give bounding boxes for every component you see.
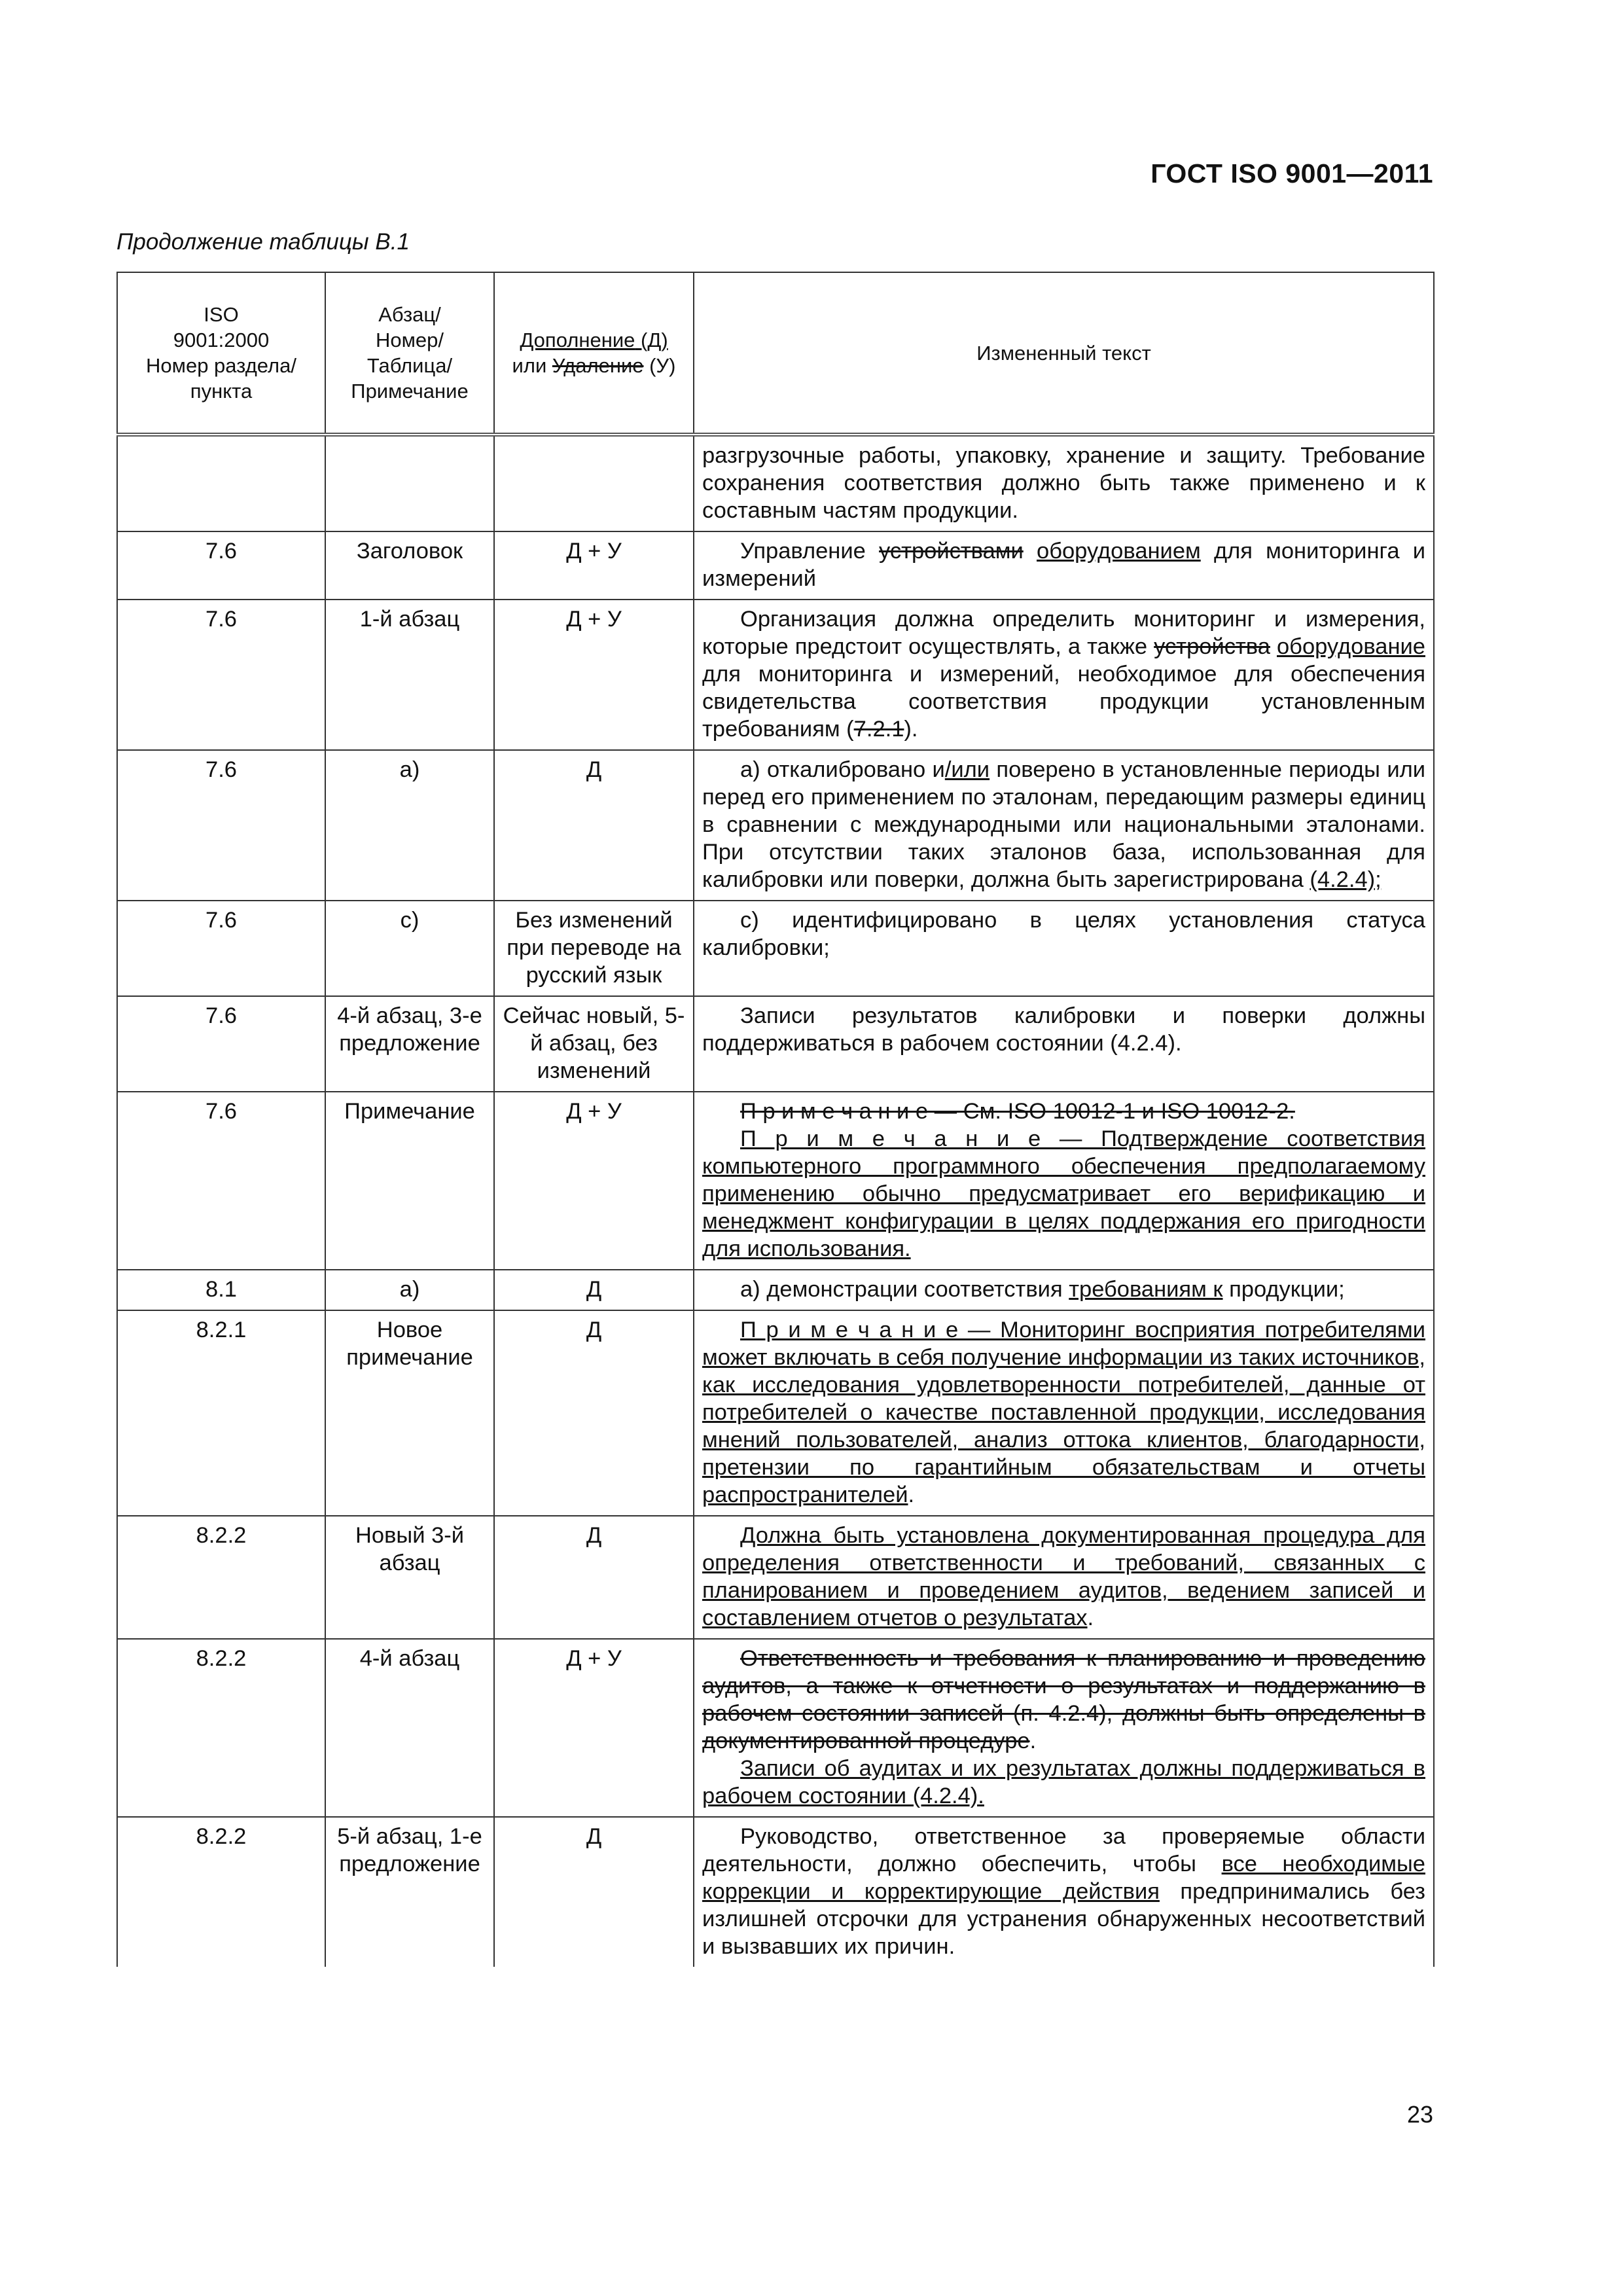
text-segment: для мониторинга и измерений <box>702 539 1426 591</box>
table-row <box>117 600 1434 750</box>
paragraph-cell: Новый 3-й абзац <box>325 1516 494 1639</box>
paragraph-cell: Новое примечание <box>325 1310 494 1516</box>
header-row <box>117 272 1434 435</box>
inserted-text: оборудованием <box>1037 539 1201 564</box>
changed-text-paragraph <box>702 906 1425 961</box>
section-number-cell: 8.1 <box>117 1270 325 1310</box>
change-type-cell: Д <box>494 1516 694 1639</box>
change-type-cell: Сейчас новый, 5-й абзац, без изменений <box>494 996 694 1092</box>
inserted-text: П р и м е ч а н и е — Подтверждение соответствия компьютерного программного обеспечения предполагаемому применению обычно предусматривает его верификацию и менеджмент конфигурации в целях поддержания его пригодности для использования. <box>702 1126 1425 1261</box>
changed-text-cell <box>694 1817 1434 1967</box>
table-row <box>117 996 1434 1092</box>
changed-text-cell <box>694 1092 1434 1270</box>
paragraph-cell: 4-й абзац, 3-е предложение <box>325 996 494 1092</box>
paragraph-cell <box>325 435 494 531</box>
changed-text-paragraph <box>702 1755 1425 1810</box>
changed-text-cell <box>694 1516 1434 1639</box>
table-row <box>117 901 1434 996</box>
section-number-cell: 7.6 <box>117 600 325 750</box>
deleted-text: П р и м е ч а н и е — См. ISO 10012-1 и ISO 10012-2. <box>740 1099 1295 1124</box>
changed-text-paragraph <box>702 756 1425 893</box>
paragraph-cell: 5-й абзац, 1-е предложение <box>325 1817 494 1967</box>
change-type-cell: Д <box>494 1270 694 1310</box>
text-segment: а) откалибровано и <box>740 757 945 782</box>
text-segment: Организация должна определить мониторинг и измерения, которые предстоит осуществлять, а также <box>702 607 1425 659</box>
inserted-text: требованиям к <box>1069 1277 1223 1302</box>
paragraph-cell: Примечание <box>325 1092 494 1270</box>
changed-text-paragraph <box>702 1002 1425 1057</box>
section-number-cell: 7.6 <box>117 531 325 600</box>
table-row <box>117 1270 1434 1310</box>
changed-text-cell <box>694 1639 1434 1817</box>
changed-text-paragraph <box>702 442 1425 524</box>
section-number-cell: 8.2.2 <box>117 1516 325 1639</box>
text-segment: . <box>1029 1729 1037 1753</box>
changed-text-paragraph <box>702 1098 1425 1125</box>
text-segment: для мониторинга и измерений, необходимое для обеспечения свидетельства соответствия продукции установленным требованиям ( <box>702 662 1425 742</box>
deleted-text: 7.2.1 <box>853 717 904 742</box>
table-row <box>117 435 1434 531</box>
inserted-text: Должна быть установлена документированная процедура для определения ответственности и требований, связанных с планированием и проведением аудитов, ведением записей и составлением отчетов о результатах <box>702 1523 1425 1630</box>
inserted-text: оборудование <box>1277 634 1425 659</box>
text-segment: продукции; <box>1222 1277 1345 1302</box>
change-type-cell: Д <box>494 1817 694 1967</box>
changes-table <box>116 272 1435 1967</box>
text-segment: . <box>1087 1605 1094 1630</box>
table-row <box>117 1516 1434 1639</box>
column-header-changed-text: Измененный текст <box>694 272 1434 435</box>
text-segment: Записи результатов калибровки и поверки должны поддерживаться в рабочем состоянии (4.2.4). <box>702 1003 1425 1056</box>
changed-text-cell <box>694 750 1434 901</box>
change-type-cell: Д + У <box>494 1639 694 1817</box>
table-body <box>117 435 1434 1967</box>
change-type-cell: Без изменений при переводе на русский язык <box>494 901 694 996</box>
column-header-paragraph: Абзац/ Номер/ Таблица/ Примечание <box>325 272 494 435</box>
changed-text-cell <box>694 1310 1434 1516</box>
page-number: 23 <box>1406 2101 1433 2128</box>
text-segment: а) демонстрации соответствия <box>740 1277 1069 1302</box>
text-segment: с) идентифицировано в целях установления статуса калибровки; <box>702 908 1425 960</box>
table-row <box>117 1092 1434 1270</box>
inserted-text: /или <box>944 757 990 782</box>
paragraph-cell: 4-й абзац <box>325 1639 494 1817</box>
text-segment: Руководство, ответственное за проверяемые области деятельности, должно обеспечить, чтобы <box>702 1824 1425 1876</box>
changed-text-paragraph <box>702 1645 1425 1755</box>
deleted-text: устройствами <box>879 539 1024 564</box>
change-type-cell: Д + У <box>494 600 694 750</box>
inserted-text: (4.2.4); <box>1310 867 1382 892</box>
section-number-cell: 8.2.2 <box>117 1639 325 1817</box>
table-row <box>117 750 1434 901</box>
text-segment: предпринимались без излишней отсрочки для устранения обнаруженных несоответствий и вызвавших их причин. <box>702 1879 1425 1959</box>
deleted-text: Ответственность и требования к планированию и проведению аудитов, а также к отчетности о результатах и поддержанию в рабочем состоянии записей (п. 4.2.4), должны быть определены в документированной процедуре <box>702 1646 1425 1753</box>
table-row <box>117 531 1434 600</box>
changed-text-cell <box>694 435 1434 531</box>
change-type-cell: Д + У <box>494 1092 694 1270</box>
change-type-cell: Д <box>494 1310 694 1516</box>
inserted-text: все необходимые коррекции и корректирующие действия <box>702 1852 1425 1904</box>
table-caption: Продолжение таблицы В.1 <box>116 229 410 255</box>
changed-text-cell <box>694 531 1434 600</box>
changed-text-cell <box>694 600 1434 750</box>
column-header-change-type: Дополнение (Д) или Удаление (У) <box>494 272 694 435</box>
changed-text-cell <box>694 1270 1434 1310</box>
changed-text-paragraph <box>702 1125 1425 1263</box>
change-type-cell: Д <box>494 750 694 901</box>
table-header <box>117 272 1434 435</box>
section-number-cell: 8.2.2 <box>117 1817 325 1967</box>
paragraph-cell: Заголовок <box>325 531 494 600</box>
changed-text-paragraph <box>702 1823 1425 1960</box>
section-number-cell: 7.6 <box>117 901 325 996</box>
paragraph-cell: а) <box>325 750 494 901</box>
paragraph-cell: 1-й абзац <box>325 600 494 750</box>
column-header-section: ISO 9001:2000 Номер раздела/ пункта <box>117 272 325 435</box>
section-number-cell: 7.6 <box>117 1092 325 1270</box>
inserted-text: П р и м е ч а н и е — Мониторинг восприятия потребителями может включать в себя получение информации из таких источников, как исследования удовлетворенности потребителей, данные от потребителей о качестве поставленной продукции, исследования мнений пользователей, анализ оттока клиентов, благодарности, претензии по гарантийным обязательствам и отчеты распространителей <box>702 1318 1425 1507</box>
section-number-cell: 8.2.1 <box>117 1310 325 1516</box>
changed-text-paragraph <box>702 1316 1425 1509</box>
text-segment: поверено в установленные периоды или перед его применением по эталонам, передающим размеры единиц в сравнении с международными или национальными эталонами. При отсутствии таких эталонов база, использованная для калибровки или поверки, должна быть зарегистрирована <box>702 757 1425 892</box>
paragraph-cell: а) <box>325 1270 494 1310</box>
text-segment <box>1270 634 1277 659</box>
section-number-cell: 7.6 <box>117 996 325 1092</box>
section-number-cell: 7.6 <box>117 750 325 901</box>
standard-designation: ГОСТ ISO 9001—2011 <box>1150 158 1433 188</box>
text-segment: . <box>908 1482 915 1507</box>
changed-text-paragraph <box>702 1276 1425 1303</box>
deleted-text: устройства <box>1154 634 1270 659</box>
changed-text-cell <box>694 996 1434 1092</box>
inserted-text: Записи об аудитах и их результатах должны поддерживаться в рабочем состоянии (4.2.4). <box>702 1756 1425 1808</box>
text-segment: разгрузочные работы, упаковку, хранение и защиту. Требование сохранения соответствия должно быть также применено и к составным частям продукции. <box>702 443 1425 523</box>
change-type-cell: Д + У <box>494 531 694 600</box>
changed-text-paragraph <box>702 537 1425 592</box>
paragraph-cell: с) <box>325 901 494 996</box>
change-type-cell <box>494 435 694 531</box>
changed-text-paragraph <box>702 605 1425 743</box>
text-segment: Управление <box>740 539 880 564</box>
section-number-cell <box>117 435 325 531</box>
table-row <box>117 1310 1434 1516</box>
table-row <box>117 1639 1434 1817</box>
changed-text-cell <box>694 901 1434 996</box>
changed-text-paragraph <box>702 1522 1425 1632</box>
text-segment <box>1024 539 1037 564</box>
text-segment: ). <box>904 717 918 742</box>
table-row <box>117 1817 1434 1967</box>
